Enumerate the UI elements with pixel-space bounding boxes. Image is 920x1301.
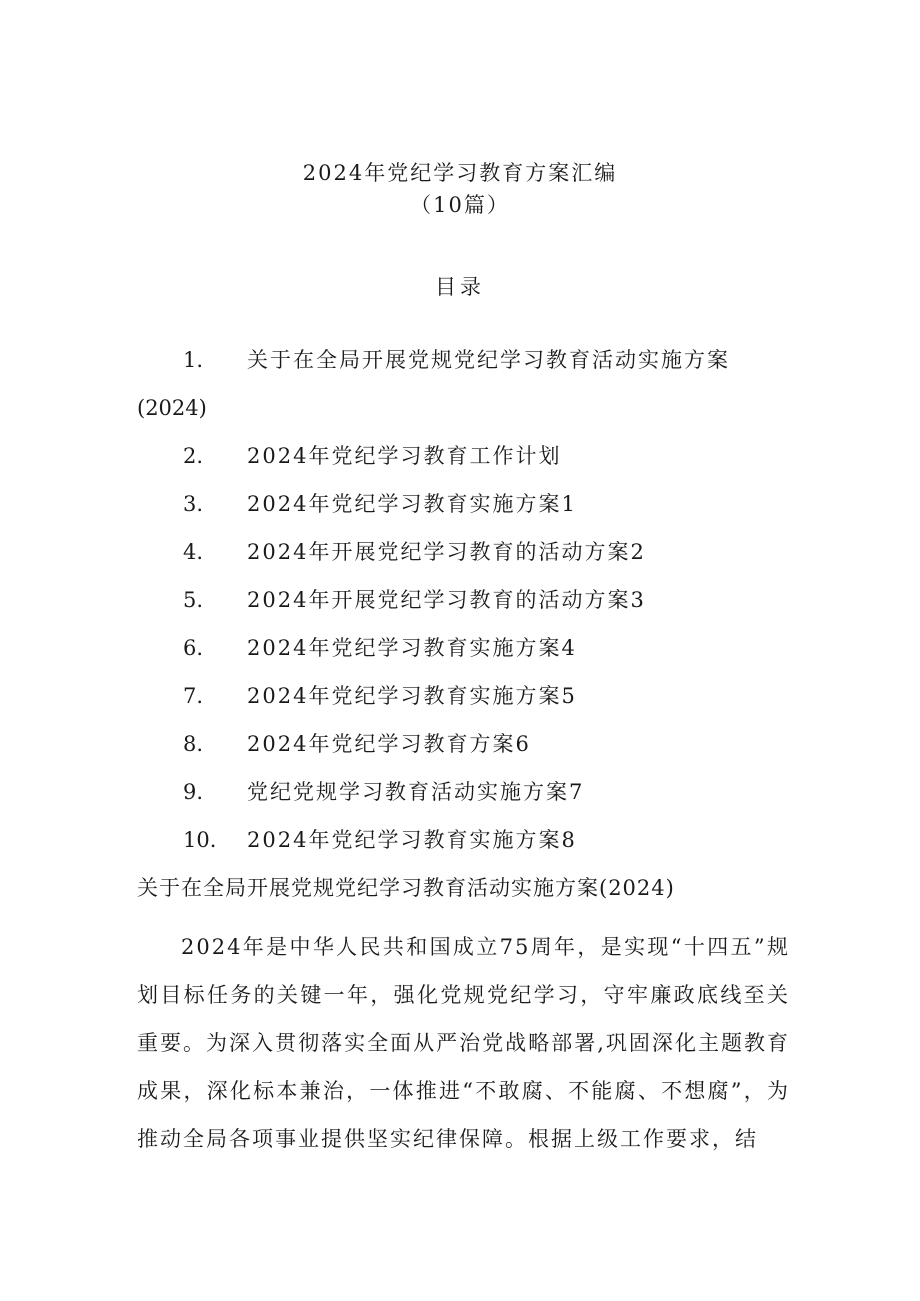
- toc-item-text: 2024年党纪学习教育实施方案1: [247, 492, 577, 516]
- toc-item-number: 1.: [183, 348, 204, 372]
- toc-item-number: 6.: [183, 636, 204, 660]
- toc-item: [0, 585, 920, 615]
- toc-item-number: 10.: [183, 828, 217, 852]
- toc-item-number: 9.: [183, 780, 204, 804]
- toc-item-number: 5.: [183, 588, 204, 612]
- toc-item-number: 7.: [183, 684, 204, 708]
- toc-item: [0, 729, 920, 759]
- toc-item: [0, 345, 920, 375]
- toc-item: [0, 681, 920, 711]
- toc-item-text: 关于在全局开展党规党纪学习教育活动实施方案: [247, 348, 730, 372]
- toc-item-text: 2024年党纪学习教育实施方案8: [247, 828, 577, 852]
- toc-item: [0, 489, 920, 519]
- toc-item: [0, 537, 920, 567]
- toc-item-text: 2024年党纪学习教育实施方案4: [247, 636, 577, 660]
- toc-item-text: 2024年党纪学习教育实施方案5: [247, 684, 577, 708]
- toc-item-text: 2024年党纪学习教育方案6: [247, 732, 531, 756]
- toc-item-text: 2024年党纪学习教育工作计划: [247, 444, 562, 468]
- toc-item: [0, 825, 920, 855]
- document-subtitle: （10篇）: [410, 193, 510, 217]
- toc-item-number: 2.: [183, 444, 204, 468]
- toc-item: [0, 441, 920, 471]
- toc-item-number: 4.: [183, 540, 204, 564]
- toc-item-wrap-text: (2024): [137, 396, 207, 420]
- section-title: 关于在全局开展党规党纪学习教育活动实施方案(2024): [137, 876, 675, 900]
- body-paragraph: 2024年是中华人民共和国成立75周年，是实现“十四五”规划目标任务的关键一年，强化党规党纪学习，守牢廉政底线至关重要。为深入贯彻落实全面从严治党战略部署,巩固深化主题教育成果，深化标本兼治，一体推进“不敢腐、不能腐、不想腐”，为推动全局各项事业提供坚实纪律保障。根据上级工作要求，结: [137, 935, 790, 1151]
- toc-heading: 目录: [435, 275, 485, 299]
- toc-item-text: 2024年开展党纪学习教育的活动方案3: [247, 588, 646, 612]
- toc-item-text: 党纪党规学习教育活动实施方案7: [247, 780, 585, 804]
- toc-item-text: 2024年开展党纪学习教育的活动方案2: [247, 540, 646, 564]
- toc-item-number: 8.: [183, 732, 204, 756]
- toc-item-number: 3.: [183, 492, 204, 516]
- toc-item: [0, 777, 920, 807]
- document-title: 2024年党纪学习教育方案汇编: [302, 161, 618, 185]
- toc-item: [0, 633, 920, 663]
